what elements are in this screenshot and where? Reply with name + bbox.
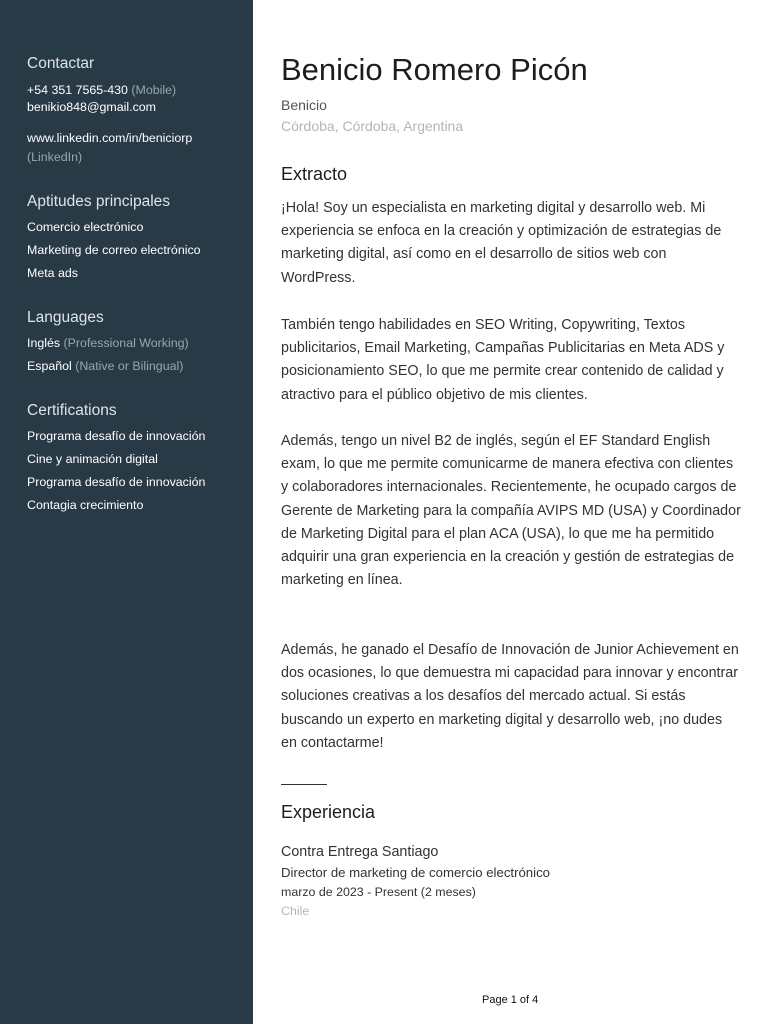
language-item [27, 336, 189, 350]
experience-company: Contra Entrega Santiago [281, 844, 439, 860]
experience-role: Director de marketing de comercio electrónico [281, 865, 550, 880]
summary-paragraph: También tengo habilidades en SEO Writing, Copywriting, Textos publicitarios, Email Marketing, Campañas Publicitarias en Meta ADS y posicionamiento SEO, lo que me permite crear contenido de calidad y atractivo para el público objetivo de mis clientes. [281, 317, 725, 403]
preferred-name: Benicio [281, 97, 327, 113]
skill-item: Comercio electrónico [27, 220, 144, 234]
contact-email[interactable]: benikio848@gmail.com [27, 100, 156, 114]
full-name: Benicio Romero Picón [281, 52, 588, 87]
language-level: (Native or Bilingual) [75, 359, 184, 373]
language-item [27, 359, 183, 373]
phone-number: +54 351 7565-430 [27, 83, 128, 97]
section-divider [281, 784, 327, 785]
sidebar [0, 0, 253, 1024]
language-level: (Professional Working) [63, 336, 189, 350]
languages-heading: Languages [27, 309, 104, 326]
skills-heading: Aptitudes principales [27, 193, 171, 210]
page-number: Page 1 of 4 [482, 994, 539, 1006]
language-name: Inglés [27, 336, 61, 350]
summary-heading: Extracto [281, 164, 348, 184]
skill-item: Marketing de correo electrónico [27, 243, 201, 257]
phone-type: (Mobile) [131, 83, 177, 97]
certification-item: Programa desafío de innovación [27, 429, 206, 443]
language-name: Español [27, 359, 72, 373]
contact-heading: Contactar [27, 55, 95, 72]
certification-item: Contagia crecimiento [27, 498, 144, 512]
experience-dates: marzo de 2023 - Present (2 meses) [281, 885, 476, 899]
contact-linkedin-label: (LinkedIn) [27, 150, 83, 164]
skill-item: Meta ads [27, 266, 78, 280]
location: Córdoba, Córdoba, Argentina [281, 118, 464, 134]
experience-heading: Experiencia [281, 802, 376, 822]
summary-paragraph: ¡Hola! Soy un especialista en marketing digital y desarrollo web. Mi experiencia se enfoca en la creación y optimización de estrategias de marketing digital, así como en el desarrollo de sitios web con WordPress. [281, 200, 722, 286]
experience-location: Chile [281, 904, 310, 918]
summary-paragraph: Además, tengo un nivel B2 de inglés, según el EF Standard English exam, lo que me permite comunicarme de manera efectiva con clientes y colaboradores internacionales. Recientemente, he ocupado cargos de Gerente de Marketing para la compañía AVIPS MD (USA) y Coordinador de Marketing Digital para el plan ACA (USA), lo que me ha permitido adquirir una gran experiencia en la creación y gestión de estrategias de marketing en línea. [281, 433, 741, 589]
certification-item: Cine y animación digital [27, 452, 158, 466]
summary-paragraph: Además, he ganado el Desafío de Innovación de Junior Achievement en dos ocasiones, lo que demuestra mi capacidad para innovar y encontrar soluciones creativas a los desafíos del mercado actual. Si estás buscando un experto en marketing digital y desarrollo web, ¡no dudes en contactarme! [281, 642, 739, 751]
certification-item: Programa desafío de innovación [27, 475, 206, 489]
certifications-heading: Certifications [27, 402, 117, 419]
contact-linkedin[interactable]: www.linkedin.com/in/beniciorp [27, 131, 193, 145]
contact-phone [27, 83, 176, 97]
